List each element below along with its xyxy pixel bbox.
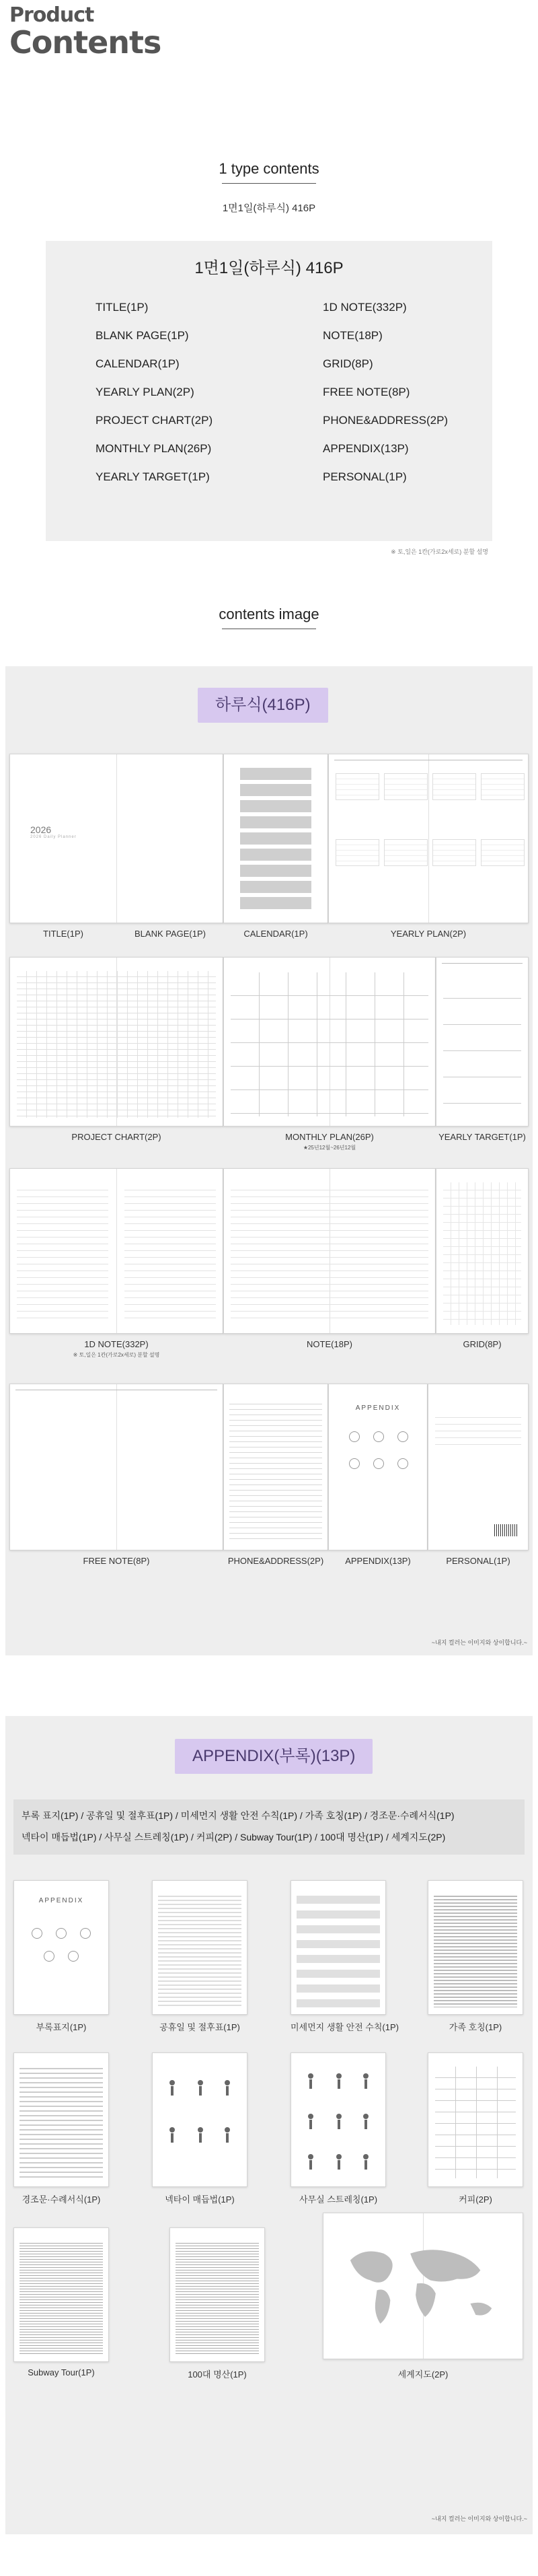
caption-worldmap: 세계지도(2P) [397,2369,449,2380]
caption-project-chart: PROJECT CHART(2P) [71,1132,161,1142]
page-spine [116,754,117,923]
grid-thumb [436,1168,529,1334]
holiday-table [158,1896,241,2007]
dust-rules [297,1896,380,2007]
project-chart-thumb [9,957,223,1126]
caption-subway: Subway Tour(1P) [28,2367,95,2377]
caption-yearly-target: YEARLY TARGET(1P) [438,1132,526,1142]
note-lines-left [17,1184,108,1324]
appendix-color-note: ~내지 컬러는 이미지와 상이합니다.~ [431,2515,527,2522]
icon-circle [68,1951,79,1962]
caption-monthly-sub: ★25년12월~26년12월 [303,1145,356,1151]
yearly-plan-thumb [328,754,529,923]
caption-condolence: 경조문·수례서식(1P) [22,2194,101,2205]
caption-monthly-plan: MONTHLY PLAN(26P) [285,1132,374,1142]
caption-appendix: APPENDIX(13P) [345,1556,411,1566]
summary-item: 1D NOTE(332P) [323,301,407,314]
summary-item: NOTE(18P) [323,329,383,342]
note-lines-right [124,1184,216,1324]
summary-item: YEARLY PLAN(2P) [95,386,194,398]
caption-one-d-note: 1D NOTE(332P) [84,1339,149,1349]
caption-title: TITLE(1P) [43,929,83,939]
icon-circle [80,1928,91,1939]
yearly-target-thumb [436,957,529,1126]
stretch-figure [306,2154,315,2172]
appendix-word: APPENDIX [38,1897,84,1904]
page-spine [116,1384,117,1550]
caption-mountains: 100대 명산(1P) [188,2369,247,2380]
personal-thumb [428,1384,529,1550]
icon-circle [397,1431,408,1442]
page-title-line2: Contents [9,24,161,61]
note-thumb [223,1168,436,1334]
caption-note: NOTE(18P) [307,1339,352,1349]
tie-figure [196,2080,205,2098]
icon-circle [349,1458,360,1469]
coffee-thumb [428,2052,523,2187]
summary-item: BLANK PAGE(1P) [95,329,189,342]
stretching-thumb [291,2052,386,2187]
page-title-line1: Product [9,3,94,27]
calendar-thumb [223,754,328,923]
caption-blank: BLANK PAGE(1P) [134,929,206,939]
cover-subtitle: 2026 Daily Planner [30,835,77,839]
tie-figure [223,2080,232,2098]
month-box [432,839,476,866]
appendix-cover-thumb [328,1384,428,1550]
family-table [434,1896,517,2007]
caption-dust: 미세먼지 생활 안전 수칙(1P) [291,2022,399,2032]
stretch-figure [334,2073,344,2091]
mountains-thumb [169,2227,265,2362]
month-box [336,773,379,800]
contents-summary-box [46,241,492,555]
contents-image-heading-text: contents image [219,606,319,622]
icon-circle [32,1928,42,1939]
summary-item: CALENDAR(1P) [95,357,180,370]
monthly-plan-thumb [223,957,436,1126]
stretch-figure [334,2154,344,2172]
icon-circle [373,1431,384,1442]
condolence-forms [20,2068,103,2180]
title-blank-spread-thumb [9,754,223,923]
page-header-rule [442,963,523,964]
page-title [9,3,161,61]
caption-appendix-cover: 부록표지(1P) [36,2022,87,2032]
month-grid [231,972,428,1116]
personal-lines [435,1411,521,1449]
gallery-color-note: ~내지 컬러는 이미지와 상이합니다.~ [431,1639,527,1646]
calendar-months [240,768,311,909]
chart-grid [17,971,216,1118]
type-contents-heading [0,160,538,184]
icon-circle [44,1951,54,1962]
icon-circle [56,1928,67,1939]
caption-one-d-sub: ※ 토,일은 1칸(가로2x세로) 분할 설명 [73,1352,160,1358]
note-lines [231,1184,428,1324]
appendix-list-box [13,1799,525,1855]
type-contents-heading-text: 1 type contents [219,160,319,177]
stretch-figure [306,2114,315,2131]
appendix-list-line-2: 넥타이 매듭법(1P) / 사무실 스트레칭(1P) / 커피(2P) / Subway Tour(1P) / 100대 명산(1P) / 세계지도(2P) [22,1832,446,1842]
tie-figure [167,2080,177,2098]
month-box [481,773,525,800]
summary-item: PHONE&ADDRESS(2P) [323,414,449,427]
month-box [481,839,525,866]
icon-circle [397,1458,408,1469]
icon-circle [373,1458,384,1469]
caption-free-note: FREE NOTE(8P) [83,1556,150,1566]
heading-underline [222,183,316,184]
target-boxes [443,972,521,1116]
gallery-pill-label: 하루식(416P) [198,688,328,723]
stretch-figure [361,2114,371,2131]
tie-knot-thumb [152,2052,247,2187]
summary-item: MONTHLY PLAN(26P) [95,442,212,455]
caption-calendar: CALENDAR(1P) [243,929,308,939]
address-lines [229,1399,322,1543]
month-box [384,773,428,800]
caption-grid: GRID(8P) [463,1339,502,1349]
world-map-thumb [323,2213,523,2359]
icon-circle [349,1431,360,1442]
planner-gallery-panel [5,666,533,1655]
caption-personal: PERSONAL(1P) [446,1556,510,1566]
summary-item: TITLE(1P) [95,301,149,314]
summary-item: YEARLY TARGET(1P) [95,470,210,483]
caption-family: 가족 호칭(1P) [449,2022,502,2032]
appendix-pill-label: APPENDIX(부록)(13P) [175,1739,373,1774]
appendix-word: APPENDIX [355,1404,401,1412]
world-map-graphic [337,2233,509,2339]
condolence-thumb [13,2052,109,2187]
appendix-list-line-1: 부록 표지(1P) / 공휴일 및 절후표(1P) / 미세먼지 생활 안전 수칙(1P) / 가족 호칭(1P) / 경조문·수례서식(1P) [22,1810,455,1821]
appendix-cover-thumb [13,1880,109,2015]
stretch-figure [306,2073,315,2091]
coffee-table [435,2067,516,2178]
tie-figure [196,2127,205,2145]
caption-stretching: 사무실 스트레칭(1P) [299,2194,378,2205]
tie-figure [223,2127,232,2145]
caption-yearly-plan: YEARLY PLAN(2P) [390,929,467,939]
family-titles-thumb [428,1880,523,2015]
subway-tour-thumb [13,2227,109,2362]
free-note-thumb [9,1384,223,1550]
month-box [384,839,428,866]
summary-item: APPENDIX(13P) [323,442,409,455]
summary-footnote: ※ 토,일은 1칸(가로2x세로) 분할 설명 [391,548,488,555]
page-spine [116,1169,117,1333]
phone-address-thumb [223,1384,328,1550]
caption-holidays: 공휴일 및 절후표(1P) [159,2022,240,2032]
caption-coffee: 커피(2P) [459,2194,492,2205]
tie-figure [167,2127,177,2145]
stretch-figure [334,2114,344,2131]
summary-title: 1면1일(하루식) 416P [194,259,344,277]
holidays-thumb [152,1880,247,2015]
appendix-panel [5,1716,533,2534]
one-d-note-thumb [9,1168,223,1334]
contents-image-heading [0,606,538,629]
caption-phone: PHONE&ADDRESS(2P) [227,1556,324,1566]
month-box [432,773,476,800]
barcode [494,1524,518,1536]
summary-item: PERSONAL(1P) [323,470,407,483]
summary-item: GRID(8P) [323,357,373,370]
type-contents-subtitle: 1면1일(하루식) 416P [222,203,316,214]
month-box [336,839,379,866]
page-spine [428,754,429,923]
summary-right-list [323,299,448,497]
grid-pattern [443,1182,521,1325]
subway-list [20,2243,103,2355]
summary-left-list [95,299,213,497]
summary-item: PROJECT CHART(2P) [95,414,213,427]
dust-safety-thumb [291,1880,386,2015]
stretch-figure [361,2073,371,2091]
mountain-list [176,2243,259,2355]
stretch-figure [361,2154,371,2172]
caption-tie: 넥타이 매듭법(1P) [165,2194,235,2205]
cover-year: 2026 [30,824,52,835]
summary-item: FREE NOTE(8P) [323,386,410,398]
